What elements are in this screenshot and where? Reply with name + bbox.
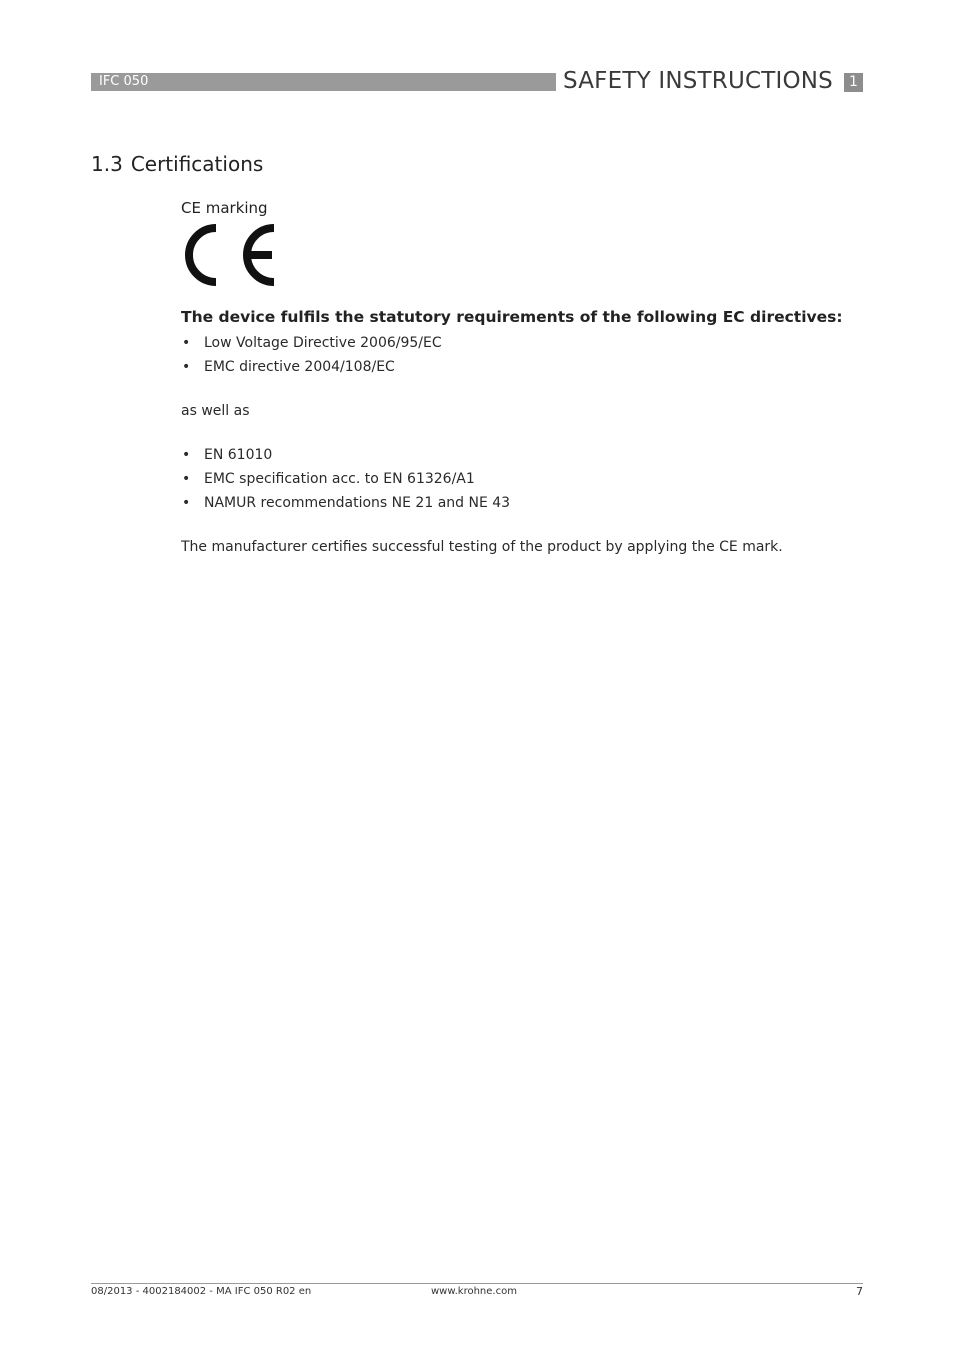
list-item <box>181 491 510 515</box>
standards-list <box>181 443 510 515</box>
list-item <box>181 355 442 379</box>
chapter-title: SAFETY INSTRUCTIONS <box>563 68 833 94</box>
bullet: • <box>182 495 191 511</box>
list-item-text: Low Voltage Directive 2006/95/EC <box>204 335 442 351</box>
bullet: • <box>182 471 191 487</box>
footer-document-reference: 08/2013 - 4002184002 - MA IFC 050 R02 en <box>91 1286 312 1297</box>
page-number: 7 <box>856 1285 863 1298</box>
as-well-as-text: as well as <box>181 403 250 419</box>
bullet: • <box>182 335 191 351</box>
header-bar <box>91 73 556 91</box>
list-item <box>181 331 442 355</box>
list-item <box>181 467 510 491</box>
ce-marking-label: CE marking <box>181 199 268 217</box>
directives-intro: The device fulfils the statutory requirements of the following EC directives: <box>181 308 843 326</box>
bullet: • <box>182 359 191 375</box>
bullet: • <box>182 447 191 463</box>
directives-list <box>181 331 442 379</box>
section-number: 1.3 <box>91 152 123 176</box>
list-item-text: NAMUR recommendations NE 21 and NE 43 <box>204 495 511 511</box>
header-model-name: IFC 050 <box>99 74 149 89</box>
section-title: Certifications <box>130 152 264 176</box>
chapter-number-badge: 1 <box>844 73 863 92</box>
footer-divider <box>91 1283 863 1284</box>
footer-website-link[interactable]: www.krohne.com <box>431 1286 517 1297</box>
closing-statement: The manufacturer certifies successful testing of the product by applying the CE mark. <box>181 539 783 555</box>
list-item <box>181 443 510 467</box>
list-item-text: EN 61010 <box>204 447 273 463</box>
section-heading <box>91 152 263 176</box>
ce-mark-icon <box>180 220 278 290</box>
list-item-text: EMC directive 2004/108/EC <box>204 359 395 375</box>
list-item-text: EMC specification acc. to EN 61326/A1 <box>204 471 475 487</box>
